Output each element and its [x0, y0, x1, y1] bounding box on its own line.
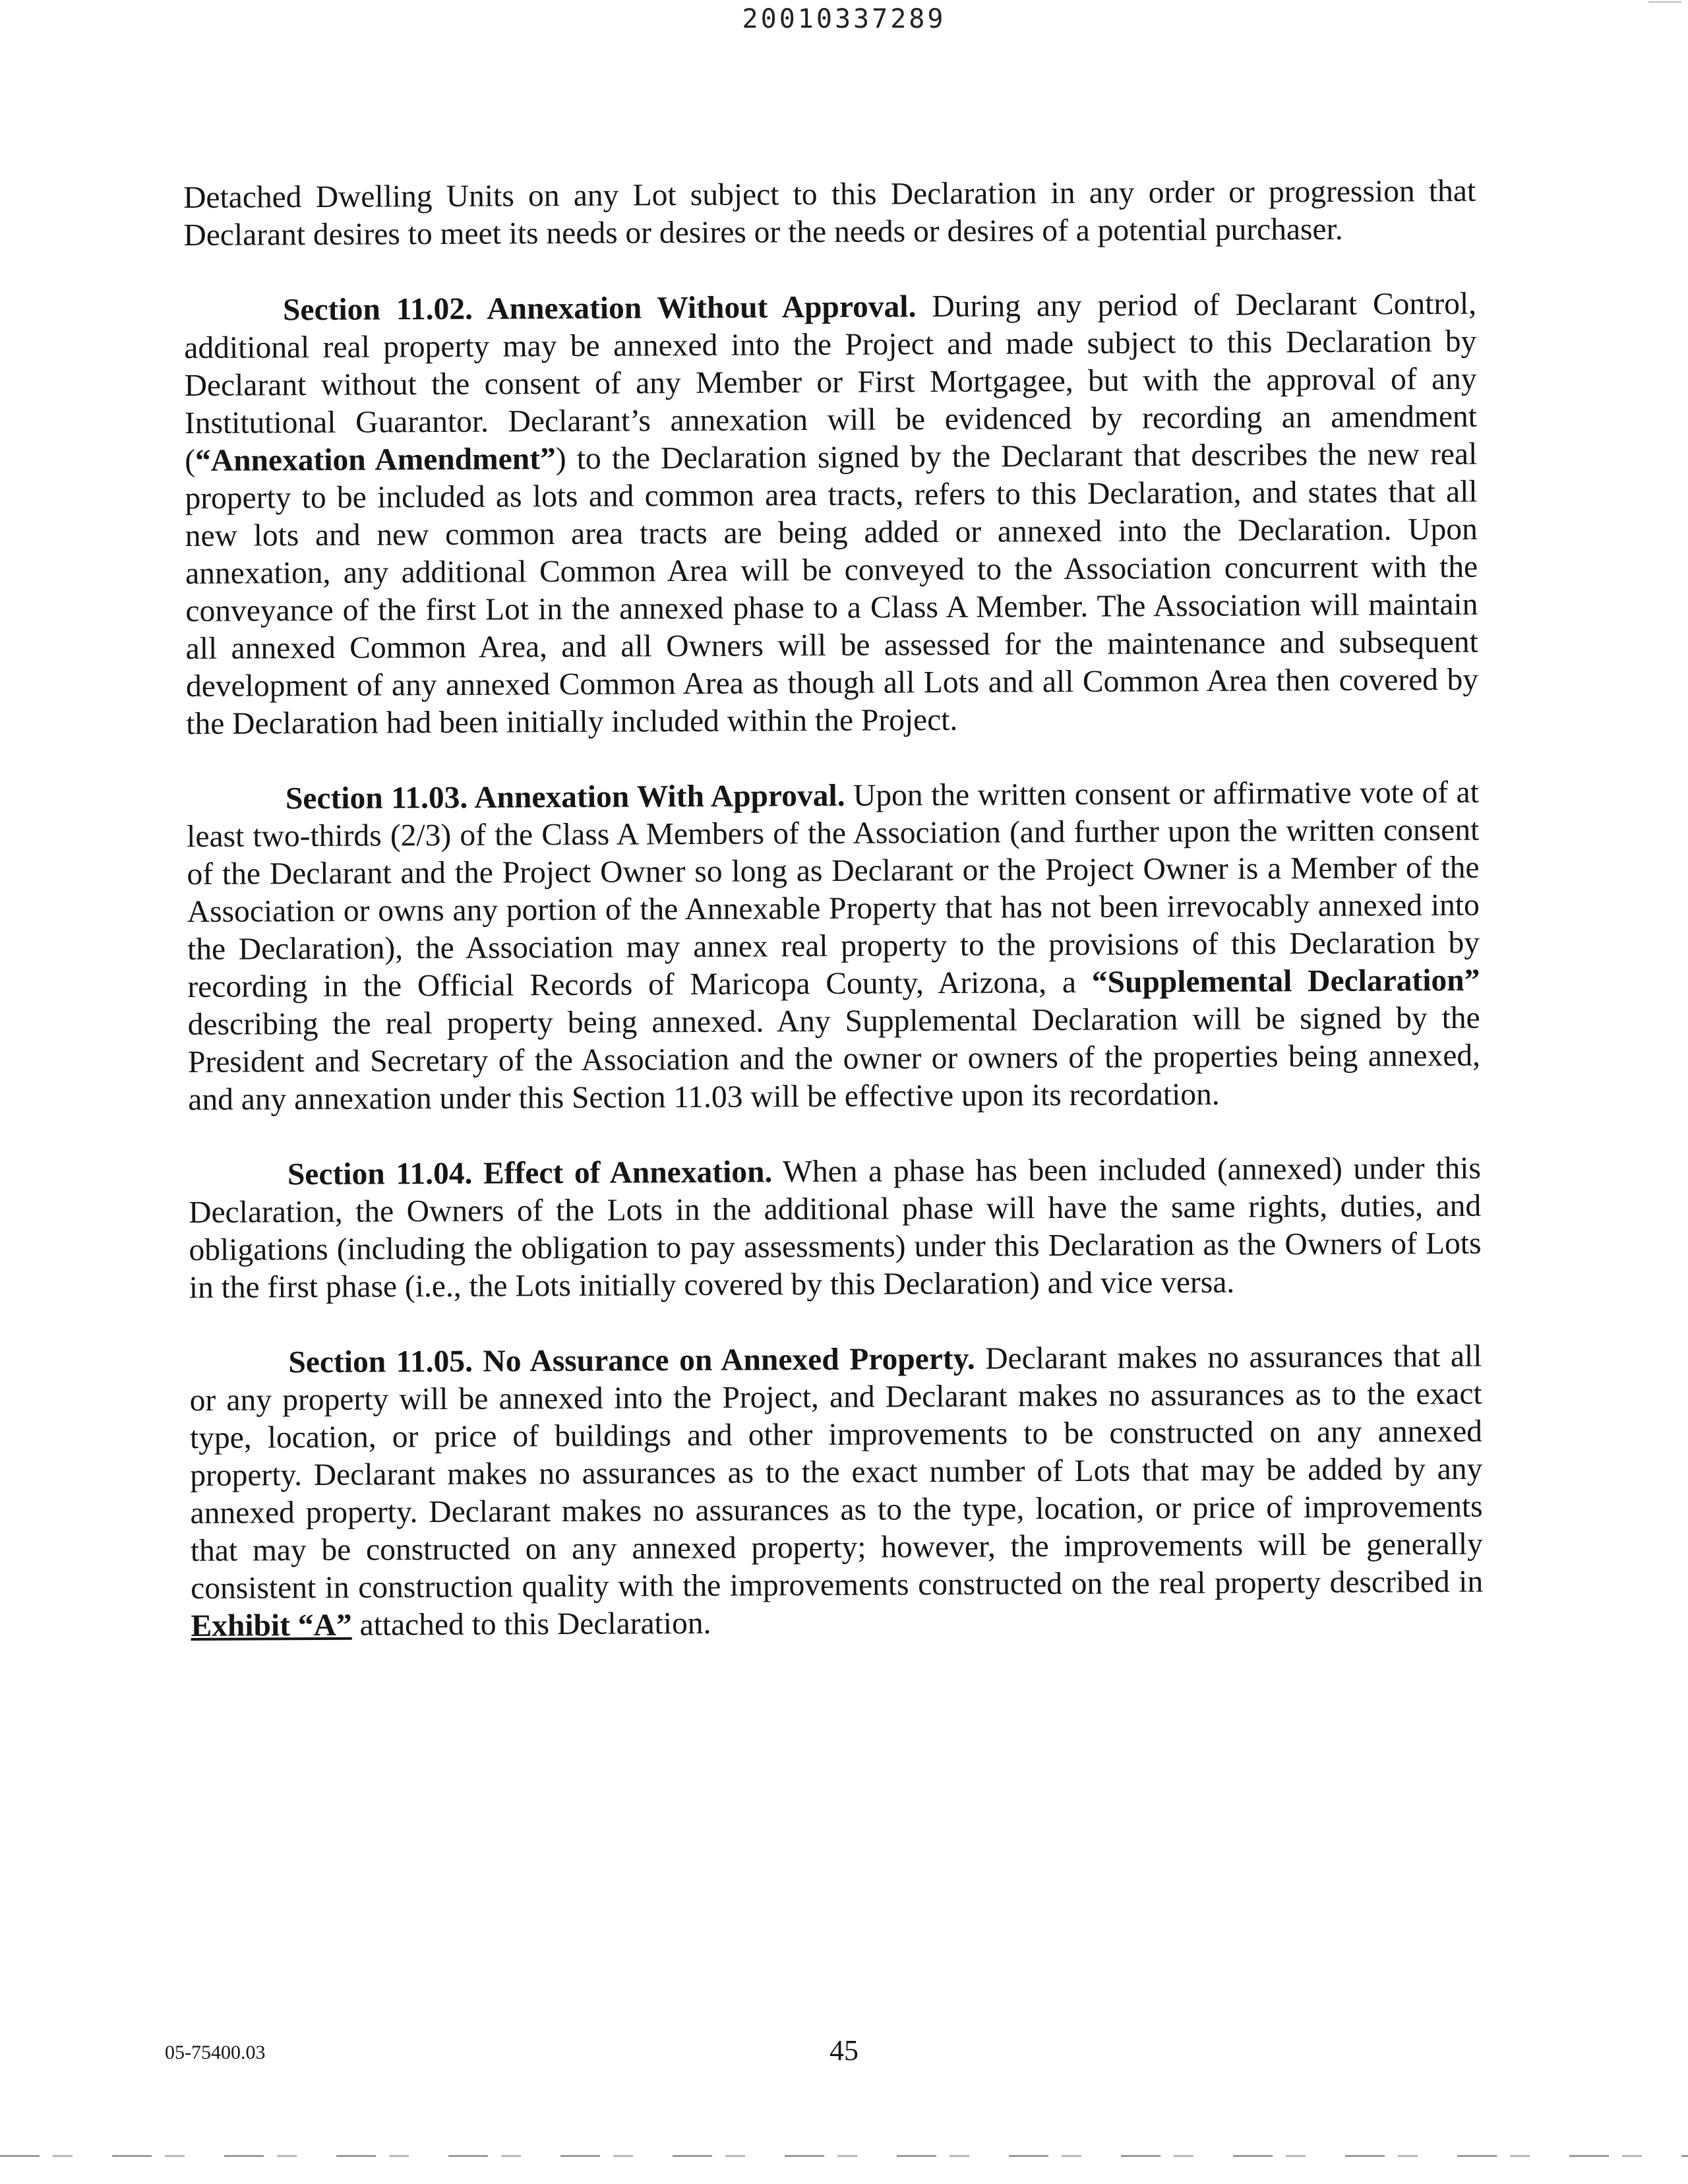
section-11-04 [189, 1150, 1482, 1307]
section-11-03 [187, 774, 1481, 1119]
paragraph-text: Upon the written consent or affirmative vote of at least two-thirds (2/3) of the Class A Members of the Association (and further upon the written consent of the Declarant and the Project Owner so long as Declarant or the Project Owner is a Member of the Association or owns any portion of the Annexable Property that has not been irrevocably annexed into the Declaration), the Association may annex real property to the provisions of this Declaration by recording in the Official Records of Maricopa County, Arizona, a [187, 775, 1480, 1004]
section-heading: Section 11.05. No Assurance on Annexed Property. [288, 1341, 975, 1380]
section-heading: Section 11.03. Annexation With Approval. [285, 778, 845, 816]
scan-corner-mark [1648, 1, 1681, 3]
section-heading: Section 11.04. Effect of Annexation. [287, 1155, 773, 1192]
paragraph-text: During any period of Declarant Control, additional real property may be annexed into the Project and made subject to this Declaration by Declarant without the consent of any Member or First Mortgagee, but with the approval of any Institutional Guarantor. Declarant’s annexation will be evidenced by recording an amendment ( [184, 286, 1478, 478]
footer-document-code: 05-75400.03 [165, 2042, 266, 2063]
scan-artifact-line [0, 2155, 1688, 2157]
continuation-paragraph [183, 173, 1476, 255]
paragraph-text: ) to the Declaration signed by the Declarant that describes the new real property to be included as lots and common area tracts, refers to this Declaration, and states that all new lots and new common area tracts are being added or annexed into the Declaration. Upon annexation, any additional Common Area will be conveyed to the Association concurrent with the conveyance of the first Lot in the annexed phase to a Class A Member. The Association will maintain all annexed Common Area, and all Owners will be assessed for the maintenance and subsequent development of any annexed Common Area as though all Lots and all Common Area then covered by the Declaration had been initially included within the Project. [185, 437, 1479, 741]
exhibit-a-reference: Exhibit “A” [191, 1608, 352, 1643]
paragraph-text: describing the real property being annexed. Any Supplemental Declaration will be signed by the President and Secretary of the Association and the owner or owners of the properties being annexed, and any annexation under this Section 11.03 will be effective upon its recordation. [187, 1000, 1481, 1117]
section-heading: Section 11.02. Annexation Without Approval. [282, 289, 917, 328]
paragraph-text: Declarant makes no assurances that all or any property will be annexed into the Project, and Declarant makes no assurances as to the exact type, location, or price of buildings and other improvements to be constructed on any annexed property. Declarant makes no assurances as to the exact number of Lots that may be added by any annexed property. Declarant makes no assurances as to the type, location, or price of improvements that may be constructed on any annexed property; however, the improvements will be generally consistent in construction quality with the improvements constructed on the real property described in [189, 1339, 1484, 1606]
document-body [183, 173, 1484, 1683]
section-11-05 [189, 1338, 1483, 1645]
defined-term: “Supplemental Declaration” [1091, 963, 1480, 1000]
paragraph-text: attached to this Declaration. [351, 1606, 711, 1643]
document-number: 20010337289 [742, 4, 946, 34]
page-number: 45 [829, 2034, 859, 2067]
defined-term: “Annexation Amendment” [195, 442, 556, 478]
section-11-02 [184, 286, 1479, 743]
paragraph-text: When a phase has been included (annexed) under this Declaration, the Owners of the Lots in the additional phase will have the same rights, duties, and obligations (including the obligation to pay assessments) under this Declaration as the Owners of Lots in the first phase (i.e., the Lots initially covered by this Declaration) and vice versa. [189, 1151, 1482, 1305]
paragraph-text: Detached Dwelling Units on any Lot subject to this Declaration in any order or progression that Declarant desires to meet its needs or desires or the needs or desires of a potential purchaser. [183, 173, 1476, 253]
